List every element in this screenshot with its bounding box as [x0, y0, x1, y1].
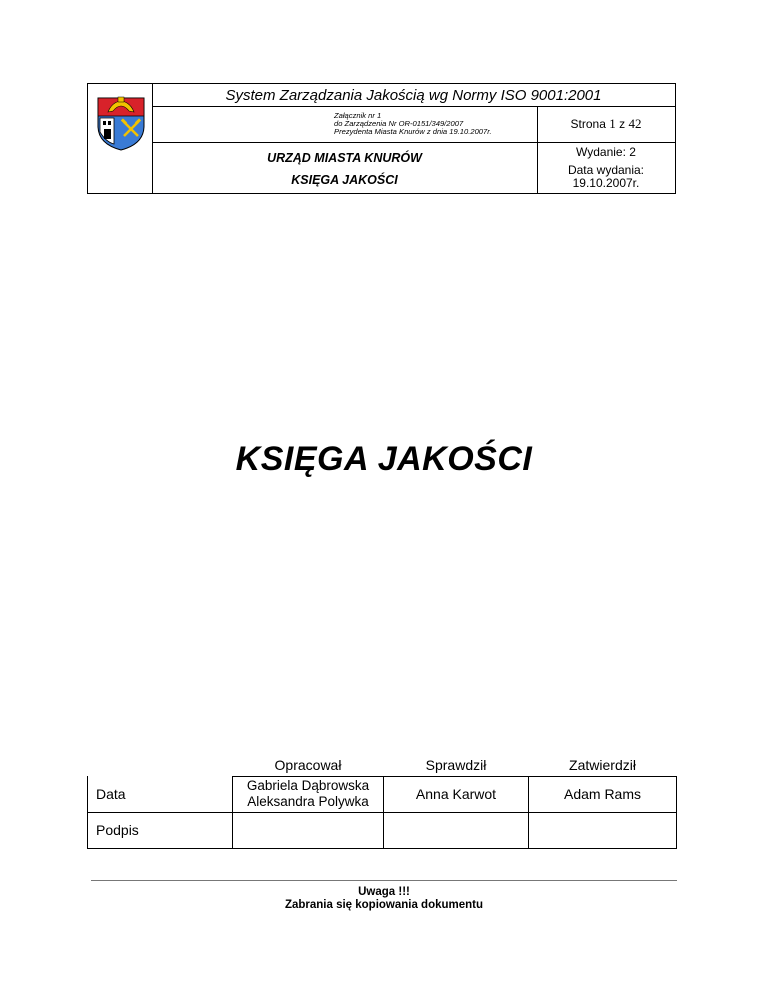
- system-title: System Zarządzania Jakością wg Normy ISO 9001:2001: [225, 87, 602, 104]
- prepared-by-name: Aleksandra Polywka: [247, 794, 369, 809]
- row-label-signature: Podpis: [96, 822, 139, 838]
- prepared-by-name: Gabriela Dąbrowska: [246, 778, 370, 793]
- table-rule: [383, 776, 384, 849]
- checked-by: Anna Karwot: [415, 786, 497, 802]
- document-title: KSIĘGA JAKOŚCI: [235, 440, 533, 478]
- prepared-by: [233, 778, 383, 810]
- column-header-prepared: Opracował: [274, 757, 342, 773]
- annex-line: Załącznik nr 1: [334, 111, 382, 120]
- column-header-approved: Zatwierdził: [569, 757, 636, 773]
- document-header: [87, 83, 676, 194]
- footer-warning: Uwaga !!!: [358, 886, 410, 898]
- table-rule: [87, 812, 677, 813]
- annex-line: Prezydenta Miasta Knurów z dnia 19.10.2007r.: [334, 127, 492, 137]
- row-label-date: Data: [96, 786, 126, 802]
- edition: [537, 145, 675, 159]
- table-rule: [232, 776, 233, 849]
- header-divider: [152, 106, 675, 107]
- table-rule: [676, 776, 677, 849]
- office-name: URZĄD MIASTA KNURÓW: [267, 151, 422, 165]
- table-rule: [87, 848, 677, 849]
- header-divider: [152, 142, 675, 143]
- table-rule: [87, 776, 88, 849]
- page-of: z: [619, 117, 626, 131]
- page-total: 42: [628, 116, 642, 131]
- annex-note: [334, 112, 492, 137]
- edition-number: 2: [629, 145, 636, 159]
- table-rule: [232, 776, 677, 777]
- page-number: 1: [609, 116, 616, 131]
- approved-by: Adam Rams: [563, 786, 642, 802]
- page-counter: [537, 116, 675, 132]
- edition-label: Wydanie:: [576, 145, 626, 159]
- city-coat-of-arms-icon: [94, 92, 148, 152]
- issue-date-label: Data wydania:: [567, 163, 645, 177]
- table-rule: [528, 776, 529, 849]
- footer-notice: Zabrania się kopiowania dokumentu: [284, 899, 484, 911]
- footer-divider: [91, 880, 677, 881]
- issue-date-value: 19.10.2007r.: [572, 176, 640, 190]
- column-header-checked: Sprawdził: [425, 757, 487, 773]
- book-name: KSIĘGA JAKOŚCI: [291, 173, 398, 187]
- annex-line: do Zarządzenia Nr OR-0151/349/2007: [334, 119, 464, 129]
- page-label: Strona: [570, 117, 606, 131]
